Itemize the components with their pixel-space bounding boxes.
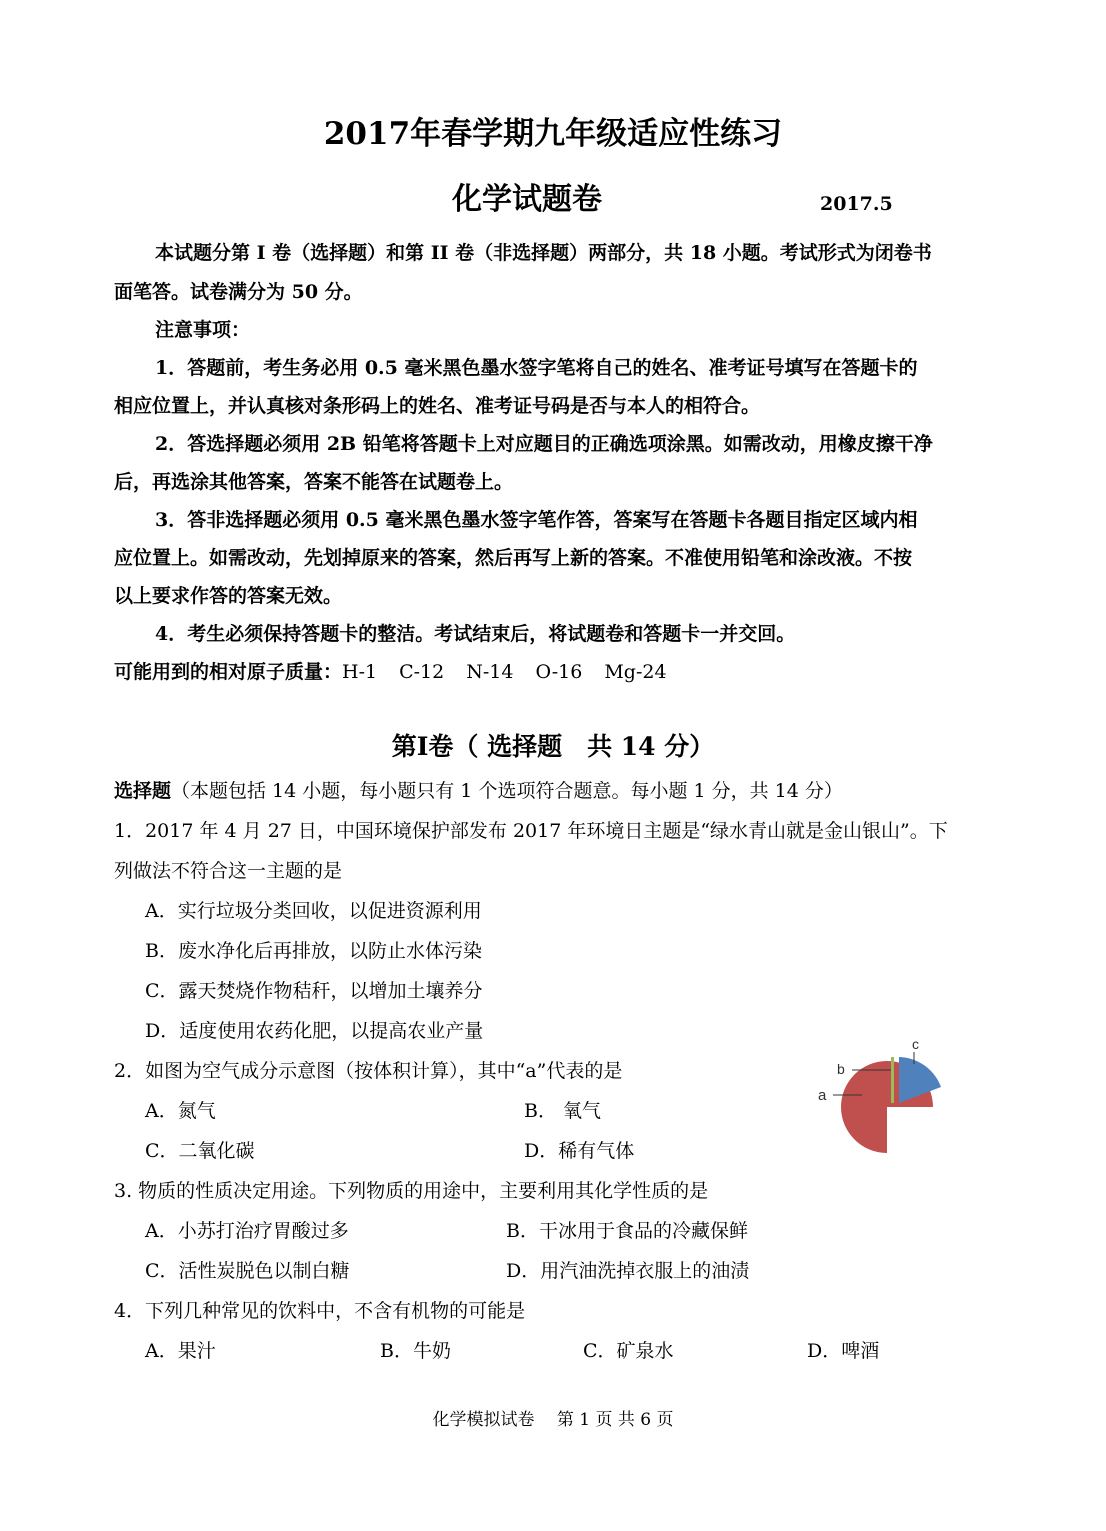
q1-option-b: B．废水净化后再排放，以防止水体污染 bbox=[145, 940, 482, 962]
exam-date: 2017.5 bbox=[820, 193, 893, 215]
q3-option-d: D．用汽油洗掉衣服上的油渍 bbox=[506, 1260, 750, 1282]
label-c: c bbox=[912, 1036, 919, 1052]
q2-option-c: C．二氧化碳 bbox=[145, 1140, 255, 1162]
sector-b bbox=[891, 1057, 894, 1103]
q4-option-a: A．果汁 bbox=[145, 1340, 216, 1362]
q3-stem: 3. 物质的性质决定用途。下列物质的用途中，主要利用其化学性质的是 bbox=[114, 1180, 709, 1202]
note-3-line-3: 以上要求作答的答案无效。 bbox=[114, 585, 343, 607]
note-2-line-2: 后，再选涂其他答案，答案不能答在试题卷上。 bbox=[114, 471, 514, 493]
q1-option-d: D．适度使用农药化肥，以提高农业产量 bbox=[145, 1020, 484, 1042]
note-1-line-2: 相应位置上，并认真核对条形码上的姓名、准考证号码是否与本人的相符合。 bbox=[114, 395, 761, 417]
atomic-mass-h: H-1 bbox=[342, 661, 378, 683]
section-heading: 第I卷（ 选择题 共 14 分） bbox=[391, 732, 715, 761]
q3-option-b: B．干冰用于食品的冷藏保鲜 bbox=[506, 1220, 748, 1242]
notice-heading: 注意事项： bbox=[155, 319, 251, 341]
note-1-line-1: 1．答题前，考生务必用 0.5 毫米黑色墨水签字笔将自己的姓名、准考证号填写在答题卡的 bbox=[155, 357, 918, 379]
q3-option-c: C．活性炭脱色以制白糖 bbox=[145, 1260, 350, 1282]
q3-option-a: A．小苏打治疗胃酸过多 bbox=[145, 1220, 349, 1242]
page-title: 2017年春学期九年级适应性练习 bbox=[323, 116, 783, 152]
q2-option-b: B． 氧气 bbox=[524, 1100, 602, 1122]
label-b: b bbox=[837, 1061, 845, 1077]
q1-stem-line-2: 列做法不符合这一主题的是 bbox=[114, 860, 343, 882]
q1-stem-line-1: 1．2017 年 4 月 27 日，中国环境保护部发布 2017 年环境日主题是“绿水青山就是金山银山”。下 bbox=[114, 820, 948, 842]
atomic-mass-label: 可能用到的相对原子质量： bbox=[114, 661, 343, 683]
air-composition-figure bbox=[800, 1030, 960, 1180]
note-4-line-1: 4．考生必须保持答题卡的整洁。考试结束后，将试题卷和答题卡一并交回。 bbox=[155, 623, 796, 645]
q1-option-a: A．实行垃圾分类回收，以促进资源利用 bbox=[145, 900, 482, 922]
exam-subtitle: 化学试题卷 bbox=[452, 182, 602, 217]
atomic-mass-line bbox=[114, 659, 667, 685]
section-intro-label: 选择题 bbox=[114, 780, 172, 802]
atomic-mass-n: N-14 bbox=[466, 661, 514, 683]
q4-option-d: D．啤酒 bbox=[807, 1340, 880, 1362]
q4-stem: 4．下列几种常见的饮料中，不含有机物的可能是 bbox=[114, 1300, 526, 1322]
atomic-mass-mg: Mg-24 bbox=[604, 661, 667, 683]
atomic-mass-o: O-16 bbox=[535, 661, 583, 683]
section-intro bbox=[114, 778, 843, 804]
page-footer: 化学模拟试卷 第 1 页 共 6 页 bbox=[432, 1410, 674, 1430]
label-a: a bbox=[818, 1087, 827, 1104]
q4-option-b: B．牛奶 bbox=[380, 1340, 451, 1362]
q2-option-a: A．氮气 bbox=[145, 1100, 216, 1122]
note-2-line-1: 2．答选择题必须用 2B 铅笔将答题卡上对应题目的正确选项涂黑。如需改动，用橡皮擦干净 bbox=[155, 433, 933, 455]
note-3-line-1: 3．答非选择题必须用 0.5 毫米黑色墨水签字笔作答，答案写在答题卡各题目指定区域内相 bbox=[155, 509, 918, 531]
section-intro-text: （本题包括 14 小题，每小题只有 1 个选项符合题意。每小题 1 分，共 14 分） bbox=[171, 780, 843, 802]
intro-line-1: 本试题分第 I 卷（选择题）和第 II 卷（非选择题）两部分，共 18 小题。考试形式为闭卷书 bbox=[155, 242, 932, 264]
q2-stem: 2．如图为空气成分示意图（按体积计算），其中“a”代表的是 bbox=[114, 1060, 623, 1082]
atomic-mass-c: C-12 bbox=[399, 661, 445, 683]
q2-option-d: D．稀有气体 bbox=[524, 1140, 635, 1162]
q1-option-c: C．露天焚烧作物秸秆，以增加土壤养分 bbox=[145, 980, 483, 1002]
intro-line-2: 面笔答。试卷满分为 50 分。 bbox=[114, 281, 363, 303]
q4-option-c: C．矿泉水 bbox=[583, 1340, 674, 1362]
note-3-line-2: 应位置上。如需改动，先划掉原来的答案，然后再写上新的答案。不准使用铅笔和涂改液。不按 bbox=[114, 547, 913, 569]
